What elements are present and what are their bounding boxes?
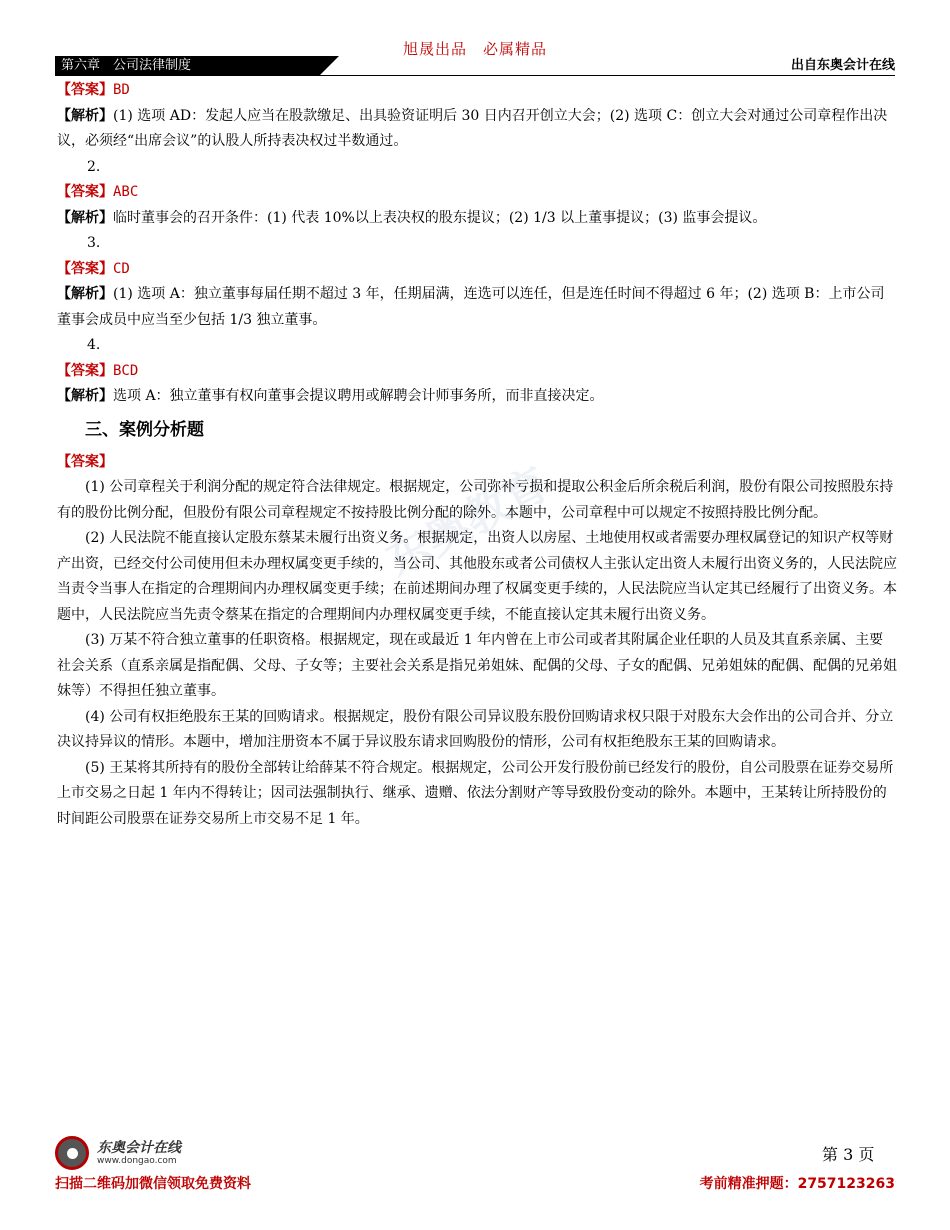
page-header (55, 56, 895, 76)
case-paragraph: (1) 公司章程关于利润分配的规定符合法律规定。根据规定，公司弥补亏损和提取公积金后所余税后利润，股份有限公司按照股东持有的股份比例分配，但股份有限公司章程规定不按持股比例分配的除外。本题中，公司章程中可以规定不按照持股比例分配。 (57, 479, 894, 521)
footer-right-note: 考前精准押题：2757123263 (699, 1176, 895, 1192)
q4-explanation: 【解析】选项 A：独立董事有权向董事会提议聘用或解聘会计师事务所，而非直接决定。 (57, 388, 604, 404)
section-title: 三、案例分析题 (85, 419, 204, 440)
chapter-tab-tail (319, 56, 339, 76)
q3-number: 3. (87, 235, 101, 251)
dongao-logo-icon (55, 1136, 89, 1170)
q1-answer: 【答案】BD (57, 82, 130, 98)
footer-left-note: 扫描二维码加微信领取免费资料 (55, 1176, 251, 1192)
header-rule (55, 75, 895, 76)
case-paragraph: (5) 王某将其所持有的股份全部转让给薛某不符合规定。根据规定，公司公开发行股份前已经发行的股份，自公司股票在证券交易所上市交易之日起 1 年内不得转让；因司法强制执行、继承、遗赠、依法分割财产等导致股份变动的除外。本题中，王某转让所持股份的时间距公司股票在证券交易所上市交易不足 1 年。 (57, 759, 894, 827)
logo-url: www.dongao.com (97, 1156, 177, 1166)
q4-number: 4. (87, 337, 101, 353)
header-source: 出自东奥会计在线 (790, 58, 895, 73)
q3-explanation: 【解析】(1) 选项 A：独立董事每届任期不超过 3 年，任期届满，连选可以连任，但是连任时间不得超过 6 年；(2) 选项 B：上市公司董事会成员中应当至少包括 1/3 独立董事。 (57, 286, 885, 328)
chapter-title: 第六章 公司法律制度 (55, 56, 320, 76)
q3-answer: 【答案】CD (57, 260, 130, 277)
logo-name: 东奥会计在线 (97, 1140, 181, 1156)
q4-answer: 【答案】BCD (57, 362, 139, 379)
case-paragraph: (2) 人民法院不能直接认定股东蔡某未履行出资义务。根据规定，出资人以房屋、土地使用权或者需要办理权属登记的知识产权等财产出资，已经交付公司使用但未办理权属变更手续的，当公司、其他股东或者公司债权人主张认定出资人未履行出资义务的，人民法院应当责令当事人在指定的合理期间内办理权属变更手续；在前述期间办理了权属变更手续的，人民法院应当认定其已经履行了出资义务。本题中，人民法院应当先责令蔡某在指定的合理期间内办理权属变更手续，不能直接认定其未履行出资义务。 (57, 530, 897, 623)
watermark-logo: 东奥教育 (378, 458, 558, 587)
header-slogan: 旭晟出品 必属精品 (402, 40, 547, 58)
q1-explanation: 【解析】(1) 选项 AD：发起人应当在股款缴足、出具验资证明后 30 日内召开创立大会；(2) 选项 C：创立大会对通过公司章程作出决议，必须经“出席会议”的认股人所持表决权过半数通过。 (57, 107, 888, 149)
q2-number: 2. (87, 158, 101, 175)
footer-logo (55, 1136, 255, 1176)
case-paragraph: (4) 公司有权拒绝股东王某的回购请求。根据规定，股份有限公司异议股东股份回购请求权只限于对股东大会作出的公司合并、分立决议持异议的情形。本题中，增加注册资本不属于异议股东请求回购股份的情形，公司有权拒绝股东王某的回购请求。 (57, 708, 894, 750)
page-content (57, 78, 897, 832)
q2-answer: 【答案】ABC (57, 184, 139, 200)
case-paragraph: (3) 万某不符合独立董事的任职资格。根据规定，现在或最近 1 年内曾在上市公司或者其附属企业任职的人员及其直系亲属、主要社会关系（直系亲属是指配偶、父母、子女等；主要社会关系是指兄弟姐妹、配偶的父母、子女的配偶、兄弟姐妹的配偶、配偶的兄弟姐妹等）不得担任独立董事。 (57, 632, 897, 699)
page-number: 第 3 页 (822, 1145, 875, 1164)
case-answer-label: 【答案】 (57, 453, 113, 470)
q2-explanation: 【解析】临时董事会的召开条件：(1) 代表 10%以上表决权的股东提议；(2) 1/3 以上董事提议；(3) 监事会提议。 (57, 209, 767, 226)
